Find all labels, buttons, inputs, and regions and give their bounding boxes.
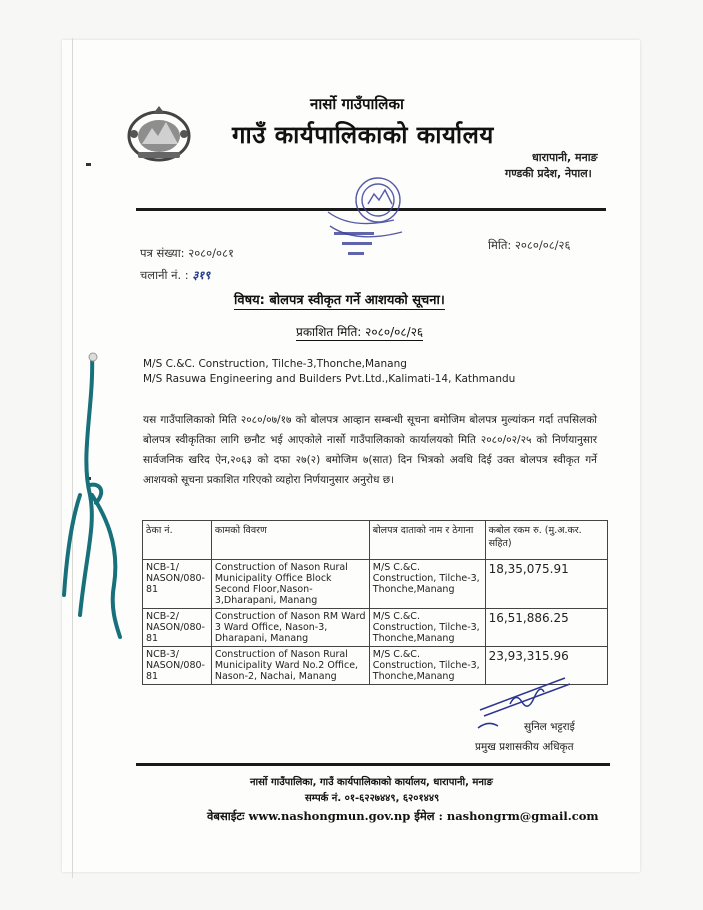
- dispatch-value: ३१९: [192, 268, 211, 282]
- date-value: २०८०/०८/२६: [514, 238, 571, 252]
- address-line-1: धारापानी, मनाङ: [532, 151, 598, 164]
- reference-label: पत्र संख्या:: [140, 246, 185, 260]
- letter-date: [488, 238, 571, 253]
- footer-rule: [136, 763, 610, 766]
- office-name: गाउँ कार्यपालिकाको कार्यालय: [232, 121, 494, 149]
- address-line-2: गण्डकी प्रदेश, नेपाल।: [505, 167, 592, 180]
- work-cell: Construction of Nason RM Ward 3 Ward Office, Nason-3, Dharapani, Manang: [211, 609, 369, 647]
- binding-string-icon: [50, 345, 140, 645]
- addressee-2: M/S Rasuwa Engineering and Builders Pvt.Ltd.,Kalimati-14, Kathmandu: [143, 373, 516, 385]
- bidder-cell: M/S C.&C. Construction, Tilche-3, Thonche,Manang: [369, 609, 485, 647]
- office-stamp-icon: [322, 170, 420, 262]
- published-date: प्रकाशित मिति: २०८०/०८/२६: [296, 325, 424, 339]
- date-label: मिति:: [488, 238, 512, 252]
- column-header: कबोल रकम रु. (मु.अ.कर. सहित): [485, 521, 607, 560]
- work-cell: Construction of Nason Rural Municipality Ward No.2 Office, Nason-2, Nachai, Manang: [211, 647, 369, 685]
- column-header: बोलपत्र दाताको नाम र ठेगाना: [369, 521, 485, 560]
- notice-body: यस गाउँपालिकाको मिति २०८०/०७/१७ को बोलपत्र आव्हान सम्बन्धी सूचना बमोजिम बोलपत्र मुल्यांकन गर्दा तपसिलको बोलपत्र स्वीकृतिका लागि छनौट भई आएकोले नार्सो गाउँपालिकाको कार्यालयको मिति २०८०/०२/२५ को निर्णयानुसार सार्वजनिक खरिद ऐन,२०६३ को दफा २७(२) बमोजिम ७(सात) दिन भित्रको अवधि दिई उक्त बोलपत्र स्वीकृत गर्ने आशयको सूचना प्रकाशित गरिएको व्यहोरा निर्णयानुसार अनुरोध छ।: [143, 414, 597, 486]
- column-header: ठेका नं.: [143, 521, 212, 560]
- reference-value: २०८०/०८१: [188, 246, 234, 260]
- addressee-1: M/S C.&C. Construction, Tilche-3,Thonche,Manang: [143, 358, 407, 370]
- contract-cell: NCB-1/ NASON/080-81: [143, 560, 212, 609]
- reference-number: [140, 246, 234, 261]
- footer-contact: सम्पर्क नं. ०१-६२२७४४९, ६२०१४४९: [305, 793, 440, 804]
- municipality-name: नार्सो गाउँपालिका: [310, 95, 404, 113]
- signatory-name: सुनिल भट्टराई: [524, 721, 575, 733]
- column-header: कामको विवरण: [211, 521, 369, 560]
- binder-mark: [86, 163, 91, 166]
- footer-office: नार्सो गाउँपालिका, गाउँ कार्यपालिकाको कार्यालय, धारापानी, मनाङ: [250, 777, 493, 788]
- bidder-cell: M/S C.&C. Construction, Tilche-3, Thonche,Manang: [369, 647, 485, 685]
- dispatch-number: [140, 268, 210, 283]
- footer-web-email: वेबसाईटः www.nashongmun.gov.np ईमेल : nashongrm@gmail.com: [207, 809, 599, 823]
- table-row: [143, 560, 608, 609]
- contract-table: [142, 520, 608, 685]
- contract-cell: NCB-2/ NASON/080-81: [143, 609, 212, 647]
- signatory-title: प्रमुख प्रशासकीय अधिकृत: [475, 741, 574, 753]
- work-cell: Construction of Nason Rural Municipality Office Block Second Floor,Nason-3,Dharapani, Manang: [211, 560, 369, 609]
- table-row: [143, 609, 608, 647]
- nepal-emblem-icon: [120, 100, 198, 164]
- table-header-row: [143, 521, 608, 560]
- amount-cell: 18,35,075.91: [485, 560, 607, 609]
- amount-cell: 23,93,315.96: [485, 647, 607, 685]
- dispatch-label: चलानी नं. :: [140, 268, 189, 282]
- letter-subject: विषय: बोलपत्र स्वीकृत गर्ने आशयको सूचना।: [234, 290, 445, 310]
- bidder-cell: M/S C.&C. Construction, Tilche-3, Thonche,Manang: [369, 560, 485, 609]
- contract-cell: NCB-3/ NASON/080-81: [143, 647, 212, 685]
- amount-cell: 16,51,886.25: [485, 609, 607, 647]
